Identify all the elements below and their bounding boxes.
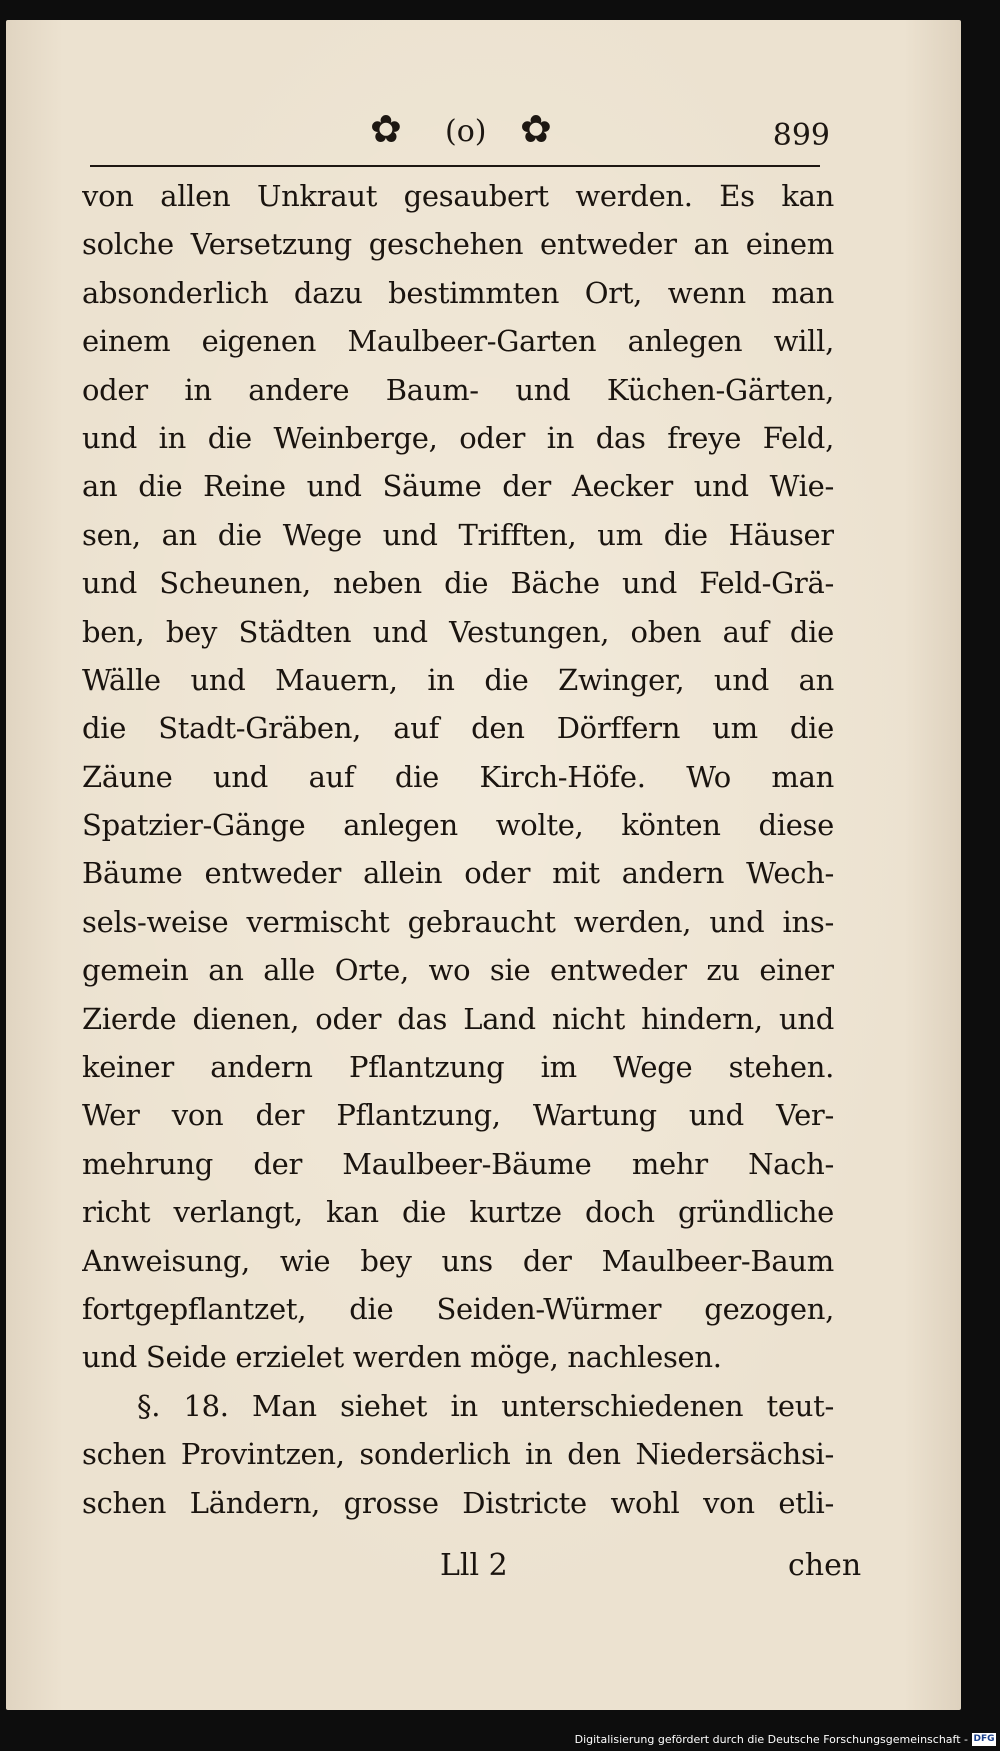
body-text: [82, 172, 834, 1527]
header-marker: (o): [445, 114, 487, 149]
text-line: oder in andere Baum- und Küchen-Gärten,: [82, 372, 834, 407]
dfg-logo: DFG: [973, 1734, 995, 1744]
text-line: solche Versetzung geschehen entweder an einem: [82, 227, 834, 262]
text-line: Zierde dienen, oder das Land nicht hindern, und: [82, 1001, 834, 1036]
text-line: Bäume entweder allein oder mit andern Wech-: [82, 856, 834, 891]
text-line: einem eigenen Maulbeer-Garten anlegen will,: [82, 324, 834, 359]
text-line: und Seide erzielet werden möge, nachlesen.: [82, 1340, 722, 1375]
text-line: schen Ländern, grosse Districte wohl von etli-: [82, 1485, 834, 1520]
text-line: sels-weise vermischt gebraucht werden, und ins-: [82, 904, 834, 939]
page-header: [90, 107, 830, 168]
signature-mark: Lll 2: [440, 1548, 508, 1583]
flower-ornament-icon: ✿: [370, 107, 402, 151]
page-number: 899: [772, 118, 830, 153]
text-line: richt verlangt, kan die kurtze doch gründliche: [82, 1195, 834, 1230]
text-line: absonderlich dazu bestimmten Ort, wenn man: [82, 275, 834, 310]
text-line: sen, an die Wege und Trifften, um die Häuser: [82, 517, 834, 552]
flower-ornament-icon: ✿: [520, 107, 552, 151]
header-rule: [90, 165, 820, 167]
text-line: §. 18. Man siehet in unterschiedenen teut-: [137, 1388, 834, 1423]
text-line: Spatzier-Gänge anlegen wolte, könten diese: [82, 808, 834, 843]
text-line: Wälle und Mauern, in die Zwinger, und an: [82, 662, 834, 697]
text-line: gemein an alle Orte, wo sie entweder zu einer: [82, 953, 834, 988]
digitization-credit: Digitalisierung gefördert durch die Deutsche Forschungsgemeinschaft -: [574, 1733, 968, 1746]
text-line: Zäune und auf die Kirch-Höfe. Wo man: [82, 759, 834, 794]
catchword: chen: [788, 1548, 862, 1583]
text-line: Wer von der Pflantzung, Wartung und Ver-: [82, 1098, 834, 1133]
text-line: von allen Unkraut gesaubert werden. Es kan: [82, 179, 834, 213]
text-line: schen Provintzen, sonderlich in den Niedersächsi-: [82, 1437, 834, 1472]
text-line: und in die Weinberge, oder in das freye Feld,: [82, 420, 834, 455]
text-line: fortgepflantzet, die Seiden-Würmer gezogen,: [82, 1291, 834, 1326]
text-line: ben, bey Städten und Vestungen, oben auf die: [82, 614, 834, 649]
text-line: mehrung der Maulbeer-Bäume mehr Nach-: [82, 1146, 834, 1181]
text-line: die Stadt-Gräben, auf den Dörffern um die: [82, 711, 834, 746]
text-line: und Scheunen, neben die Bäche und Feld-Grä-: [82, 566, 834, 601]
text-line: Anweisung, wie bey uns der Maulbeer-Baum: [82, 1243, 834, 1278]
text-line: an die Reine und Säume der Aecker und Wie-: [82, 469, 834, 504]
text-line: keiner andern Pflantzung im Wege stehen.: [82, 1050, 834, 1085]
